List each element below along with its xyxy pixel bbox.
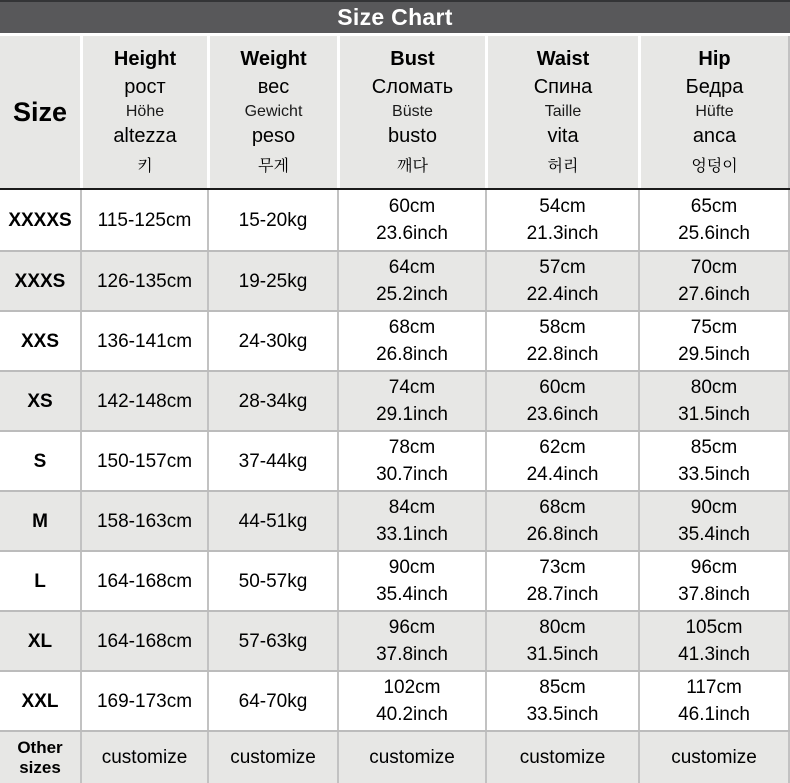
waist-inch: 23.6inch bbox=[526, 404, 599, 425]
bust-cm: 102cm bbox=[383, 677, 441, 698]
bust-inch: 30.7inch bbox=[376, 464, 448, 485]
header-hip-en: Hip bbox=[698, 48, 731, 71]
waist-cm: 68cm bbox=[539, 497, 586, 518]
column-header-hip bbox=[638, 36, 790, 188]
table-row-xxxs bbox=[0, 250, 790, 310]
bust-cm: 84cm bbox=[388, 497, 436, 518]
header-row bbox=[0, 36, 790, 190]
bust-cm: 90cm bbox=[388, 557, 436, 578]
table-row-m bbox=[0, 490, 790, 550]
size-value: S bbox=[33, 450, 47, 472]
column-header-bust bbox=[337, 36, 485, 188]
waist-cm: 57cm bbox=[539, 257, 586, 278]
header-waist-en: Waist bbox=[536, 48, 590, 71]
table-row-xs bbox=[0, 370, 790, 430]
weight-value: 19-25kg bbox=[207, 252, 337, 310]
hip-inch: 31.5inch bbox=[678, 404, 750, 425]
height-value: 169-173cm bbox=[80, 672, 207, 730]
hip-inch: 46.1inch bbox=[678, 704, 750, 725]
waist-cm: 85cm bbox=[539, 677, 586, 698]
hip-value: customize bbox=[638, 732, 790, 783]
hip-cm: 96cm bbox=[690, 557, 738, 578]
hip-value bbox=[638, 612, 790, 670]
weight-value: customize bbox=[207, 732, 337, 783]
height-value: 115-125cm bbox=[80, 190, 207, 250]
header-waist-de: Taille bbox=[544, 102, 582, 120]
header-bust-ko: 깨다 bbox=[397, 157, 428, 175]
bust-inch: 40.2inch bbox=[376, 704, 448, 725]
hip-value bbox=[638, 432, 790, 490]
header-waist-ru: Спина bbox=[533, 75, 593, 98]
height-value: 150-157cm bbox=[80, 432, 207, 490]
bust-value bbox=[337, 432, 485, 490]
bust-cm: 64cm bbox=[388, 257, 436, 278]
weight-value: 50-57kg bbox=[207, 552, 337, 610]
bust-inch: 37.8inch bbox=[376, 644, 448, 665]
waist-inch: 24.4inch bbox=[526, 464, 599, 485]
hip-cm: 80cm bbox=[690, 377, 738, 398]
hip-value bbox=[638, 552, 790, 610]
column-header-height bbox=[80, 36, 207, 188]
hip-value bbox=[638, 672, 790, 730]
header-weight-ru: вес bbox=[257, 75, 290, 98]
bust-value bbox=[337, 190, 485, 250]
header-waist-ko: 허리 bbox=[547, 157, 579, 175]
waist-value bbox=[485, 190, 638, 250]
title-bar bbox=[0, 0, 790, 33]
hip-inch: 29.5inch bbox=[678, 344, 750, 365]
size-value: XL bbox=[27, 630, 53, 652]
hip-value bbox=[638, 252, 790, 310]
header-height-en: Height bbox=[113, 48, 177, 71]
height-value: 142-148cm bbox=[80, 372, 207, 430]
waist-cm: 58cm bbox=[539, 317, 586, 338]
waist-inch: 22.8inch bbox=[526, 344, 599, 365]
bust-value bbox=[337, 372, 485, 430]
hip-cm: 70cm bbox=[690, 257, 738, 278]
hip-inch: 41.3inch bbox=[678, 644, 750, 665]
height-value: 164-168cm bbox=[80, 612, 207, 670]
bust-cm: 96cm bbox=[388, 617, 436, 638]
bust-inch: 29.1inch bbox=[376, 404, 448, 425]
header-weight-ko: 무게 bbox=[258, 157, 289, 175]
table-row-other-sizes bbox=[0, 730, 790, 783]
waist-inch: 26.8inch bbox=[526, 524, 599, 545]
waist-cm: 62cm bbox=[539, 437, 586, 458]
bust-value bbox=[337, 612, 485, 670]
waist-value bbox=[485, 432, 638, 490]
weight-value: 44-51kg bbox=[207, 492, 337, 550]
waist-inch: 33.5inch bbox=[526, 704, 599, 725]
weight-value: 24-30kg bbox=[207, 312, 337, 370]
waist-cm: 54cm bbox=[539, 196, 586, 217]
size-value: XXXS bbox=[14, 270, 66, 292]
bust-value bbox=[337, 492, 485, 550]
table-row-xxxxs bbox=[0, 190, 790, 250]
hip-inch: 37.8inch bbox=[678, 584, 750, 605]
waist-value: customize bbox=[485, 732, 638, 783]
bust-cm: 60cm bbox=[388, 196, 436, 217]
waist-cm: 80cm bbox=[539, 617, 586, 638]
height-value: 136-141cm bbox=[80, 312, 207, 370]
height-value: 158-163cm bbox=[80, 492, 207, 550]
waist-cm: 73cm bbox=[539, 557, 586, 578]
hip-cm: 85cm bbox=[690, 437, 738, 458]
size-value: XXL bbox=[21, 690, 59, 712]
bust-cm: 78cm bbox=[388, 437, 436, 458]
bust-cm: 68cm bbox=[388, 317, 436, 338]
column-header-size bbox=[0, 36, 80, 188]
size-value: XXXXS bbox=[8, 209, 72, 231]
size-value: XXS bbox=[20, 330, 60, 352]
height-value: 164-168cm bbox=[80, 552, 207, 610]
hip-value bbox=[638, 312, 790, 370]
hip-inch: 25.6inch bbox=[678, 223, 750, 244]
waist-value bbox=[485, 372, 638, 430]
weight-value: 37-44kg bbox=[207, 432, 337, 490]
weight-value: 28-34kg bbox=[207, 372, 337, 430]
header-height-ko: 키 bbox=[137, 157, 153, 175]
header-bust-en: Bust bbox=[390, 48, 435, 71]
size-value: XS bbox=[27, 390, 53, 412]
table-row-xl bbox=[0, 610, 790, 670]
height-value: 126-135cm bbox=[80, 252, 207, 310]
size-value: L bbox=[34, 570, 46, 592]
header-weight-de: Gewicht bbox=[244, 102, 303, 120]
hip-value bbox=[638, 492, 790, 550]
table-row-s bbox=[0, 430, 790, 490]
waist-value bbox=[485, 312, 638, 370]
weight-value: 15-20kg bbox=[207, 190, 337, 250]
size-value: Other sizes bbox=[17, 737, 63, 777]
hip-cm: 105cm bbox=[685, 617, 743, 638]
hip-cm: 117cm bbox=[686, 677, 742, 698]
table-row-xxl bbox=[0, 670, 790, 730]
column-header-weight bbox=[207, 36, 337, 188]
waist-value bbox=[485, 612, 638, 670]
hip-value bbox=[638, 372, 790, 430]
bust-inch: 23.6inch bbox=[376, 223, 448, 244]
column-header-waist bbox=[485, 36, 638, 188]
bust-inch: 26.8inch bbox=[376, 344, 448, 365]
bust-value bbox=[337, 252, 485, 310]
header-hip-de: Hüfte bbox=[695, 102, 734, 120]
header-hip-ko: 엉덩이 bbox=[691, 157, 738, 175]
header-hip-ru: Бедра bbox=[685, 75, 744, 98]
page-title: Size Chart bbox=[337, 4, 453, 30]
waist-inch: 21.3inch bbox=[526, 223, 599, 244]
bust-inch: 33.1inch bbox=[376, 524, 448, 545]
hip-cm: 90cm bbox=[690, 497, 738, 518]
bust-inch: 25.2inch bbox=[376, 284, 448, 305]
hip-inch: 33.5inch bbox=[678, 464, 750, 485]
bust-value bbox=[337, 312, 485, 370]
size-value: M bbox=[32, 510, 48, 532]
header-height-it: altezza bbox=[113, 125, 177, 148]
waist-inch: 28.7inch bbox=[526, 584, 599, 605]
header-weight-it: peso bbox=[251, 125, 296, 148]
waist-value bbox=[485, 672, 638, 730]
waist-cm: 60cm bbox=[539, 377, 586, 398]
bust-cm: 74cm bbox=[388, 377, 436, 398]
hip-cm: 75cm bbox=[690, 317, 738, 338]
waist-inch: 31.5inch bbox=[526, 644, 599, 665]
header-bust-ru: Сломать bbox=[371, 75, 454, 98]
waist-value bbox=[485, 252, 638, 310]
header-waist-it: vita bbox=[547, 125, 579, 148]
hip-cm: 65cm bbox=[690, 196, 738, 217]
header-weight-en: Weight bbox=[240, 48, 307, 71]
bust-value: customize bbox=[337, 732, 485, 783]
bust-inch: 35.4inch bbox=[376, 584, 448, 605]
header-height-ru: рост bbox=[124, 75, 166, 98]
waist-inch: 22.4inch bbox=[526, 284, 599, 305]
hip-inch: 35.4inch bbox=[678, 524, 750, 545]
table-row-l bbox=[0, 550, 790, 610]
hip-inch: 27.6inch bbox=[678, 284, 750, 305]
header-hip-it: anca bbox=[692, 125, 737, 148]
weight-value: 64-70kg bbox=[207, 672, 337, 730]
bust-value bbox=[337, 552, 485, 610]
table-row-xxs bbox=[0, 310, 790, 370]
bust-value bbox=[337, 672, 485, 730]
header-bust-it: busto bbox=[388, 125, 437, 148]
hip-value bbox=[638, 190, 790, 250]
size-column-label: Size bbox=[12, 96, 68, 127]
header-bust-de: Büste bbox=[392, 102, 433, 120]
waist-value bbox=[485, 552, 638, 610]
header-height-de: Höhe bbox=[125, 102, 165, 120]
height-value: customize bbox=[80, 732, 207, 783]
weight-value: 57-63kg bbox=[207, 612, 337, 670]
waist-value bbox=[485, 492, 638, 550]
